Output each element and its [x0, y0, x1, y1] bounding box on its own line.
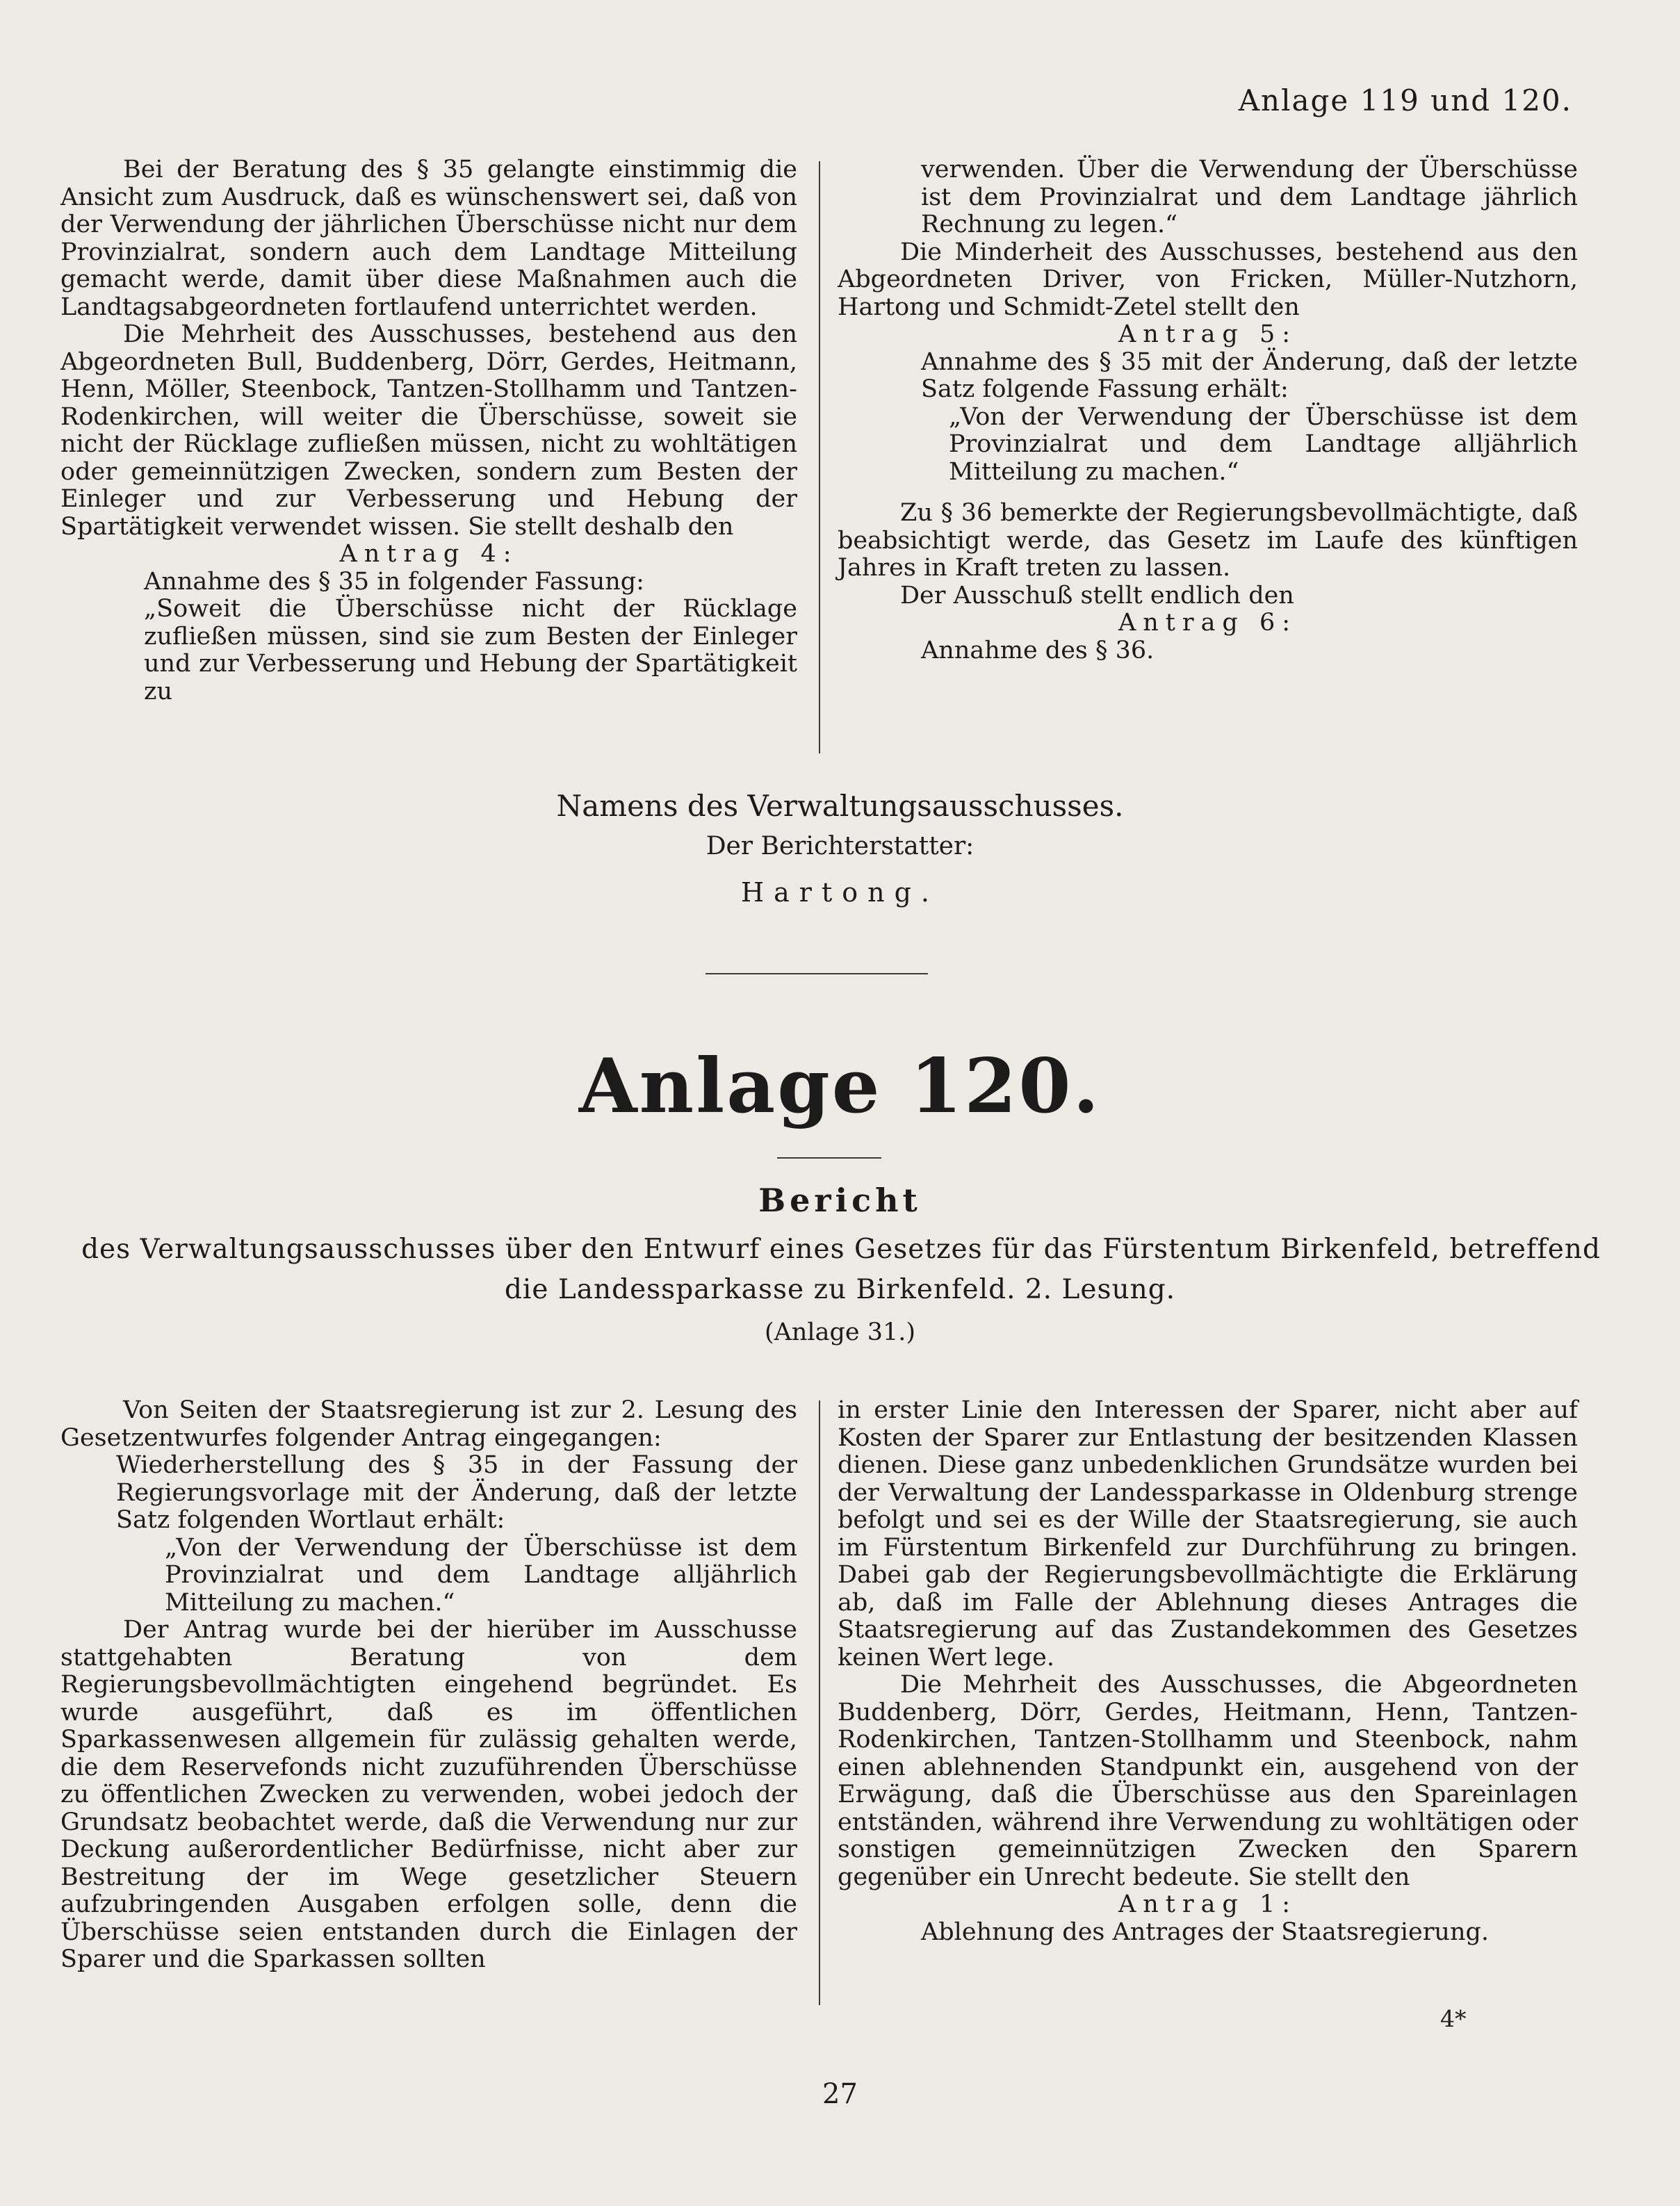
- report-description-line2: die Landessparkasse zu Birkenfeld. 2. Lesung.: [504, 1274, 1176, 1305]
- paragraph: Die Minderheit des Ausschusses, bestehend aus den Abgeordneten Driver, von Fricken, Müller-Nutzhorn, Hartong und Schmidt-Zetel stellt den: [838, 238, 1578, 321]
- antrag-heading: Antrag 4:: [339, 540, 519, 568]
- quote: „Von der Verwendung der Überschüsse ist dem Provinzialrat und dem Landtage alljährlich Mitteilung zu machen.“: [165, 1533, 797, 1617]
- antrag-text: Annahme des § 35 in folgender Fassung:: [144, 567, 644, 596]
- signature-namens: Namens des Verwaltungsausschusses.: [556, 789, 1124, 823]
- paragraph: Die Mehrheit des Ausschusses, bestehend aus den Abgeordneten Bull, Buddenberg, Dörr, Gerdes, Heitmann, Henn, Möller, Steenbock, Tantzen-Stollhamm und Tantzen-Rodenkirchen, will weiter die Überschüsse, soweit sie nicht der Rücklage zufließen müssen, nicht zu wohltätigen oder gemeinnützigen Zwecken, sondern zum Besten der Einleger und zur Verbesserung und Hebung der Spartätigkeit verwendet wissen. Sie stellt deshalb den: [60, 320, 797, 541]
- separator-rule: [706, 973, 928, 974]
- column-divider: [819, 161, 820, 753]
- paragraph: verwenden. Über die Verwendung der Überschüsse ist dem Provinzialrat und dem Landtage jährlich Rechnung zu legen.“: [921, 156, 1578, 238]
- bottom-left-column: [60, 1397, 797, 1974]
- antrag-heading: Antrag 1:: [1118, 1890, 1298, 1918]
- section-title: Anlage 120.: [578, 1043, 1102, 1130]
- antrag-heading: Antrag 6:: [1118, 609, 1298, 637]
- quote: „Soweit die Überschüsse nicht der Rücklage zufließen müssen, sind sie zum Besten der Einleger und zur Verbesserung und Hebung der Spartätigkeit zu: [144, 595, 797, 705]
- reference-note: (Anlage 31.): [764, 1318, 916, 1346]
- paragraph: Bei der Beratung des § 35 gelangte einstimmig die Ansicht zum Ausdruck, daß es wünschenswert sei, daß von der Verwendung der jährlichen Überschüsse nicht nur dem Provinzialrat, sondern auch dem Landtage Mitteilung gemacht werde, damit über diese Maßnahmen auch die Landtagsabgeordneten fortlaufend unterrichtet werden.: [60, 156, 797, 321]
- paragraph: Von Seiten der Staatsregierung ist zur 2. Lesung des Gesetzentwurfes folgender Antrag eingegangen:: [60, 1396, 797, 1452]
- antrag-text: Annahme des § 36.: [921, 636, 1155, 664]
- paragraph: Der Antrag wurde bei der hierüber im Ausschusse stattgehabten Beratung von dem Regierungsbevollmächtigten eingehend begründet. Es wurde ausgeführt, daß es im öffentlichen Sparkassenwesen allgemein für zulässig gehalten werde, die dem Reservefonds nicht zuzuführenden Überschüsse zu öffentlichen Zwecken zu verwenden, wobei jedoch der Grundsatz beobachtet werde, daß die Verwendung nur zur Deckung außerordentlicher Bedürfnisse, nicht aber zur Bestreitung der im Wege gesetzlicher Steuern aufzubringenden Ausgaben erfolgen solle, denn die Überschüsse seien entstanden durch die Einlagen der Sparer und die Sparkassen sollten: [60, 1616, 797, 1973]
- top-right-column: [838, 156, 1578, 664]
- bottom-right-column: [838, 1397, 1578, 1946]
- antrag-text: Ablehnung des Antrages der Staatsregierung.: [921, 1918, 1490, 1946]
- paragraph: Zu § 36 bemerkte der Regierungsbevollmächtigte, daß beabsichtigt werde, das Gesetz im Laufe des künftigen Jahres in Kraft treten zu lassen.: [838, 499, 1578, 582]
- signature-mark: 4*: [1440, 2005, 1467, 2032]
- report-description-line1: des Verwaltungsausschusses über den Entwurf eines Gesetzes für das Fürstentum Birkenfeld, betreffend: [81, 1234, 1601, 1265]
- title-rule: [777, 1157, 881, 1159]
- running-header: Anlage 119 und 120.: [1238, 83, 1572, 117]
- top-left-column: [60, 156, 797, 705]
- column-divider: [819, 1400, 820, 2005]
- quote: „Von der Verwendung der Überschüsse ist dem Provinzialrat und dem Landtage alljährlich Mitteilung zu machen.“: [949, 402, 1578, 486]
- paragraph: Wiederherstellung des § 35 in der Fassung der Regierungsvorlage mit der Änderung, daß der letzte Satz folgenden Wortlaut erhält:: [116, 1451, 797, 1534]
- signature-role: Der Berichterstatter:: [706, 832, 974, 860]
- antrag-text: Annahme des § 35 mit der Änderung, daß der letzte Satz folgende Fassung erhält:: [921, 348, 1578, 403]
- antrag-heading: Antrag 5:: [1118, 320, 1298, 348]
- signature-name: Hartong.: [741, 877, 939, 908]
- page-number: 27: [822, 2078, 858, 2110]
- paragraph: Der Ausschuß stellt endlich den: [900, 581, 1294, 610]
- paragraph: in erster Linie den Interessen der Sparer, nicht aber auf Kosten der Sparer zur Entlastung der besitzenden Klassen dienen. Diese ganz unbedenklichen Grundsätze wurden bei der Verwaltung der Landessparkasse in Oldenburg strenge befolgt und sei es der Wille der Staatsregierung, sie auch im Fürstentum Birkenfeld zur Durchführung zu bringen. Dabei gab der Regierungsbevollmächtigte die Erklärung ab, daß im Falle der Ablehnung dieses Antrages die Staatsregierung auf das Zustandekommen des Gesetzes keinen Wert lege.: [838, 1396, 1578, 1672]
- paragraph: Die Mehrheit des Ausschusses, die Abgeordneten Buddenberg, Dörr, Gerdes, Heitmann, Henn, Tantzen-Rodenkirchen, Tantzen-Stollhamm und Steenbock, nahm einen ablehnenden Standpunkt ein, ausgehend von der Erwägung, daß die Überschüsse aus den Spareinlagen entständen, während ihre Verwendung zu wohltätigen oder sonstigen gemeinnützigen Zwecken den Sparern gegenüber ein Unrecht bedeute. Sie stellt den: [838, 1671, 1578, 1891]
- report-subtitle: Bericht: [758, 1182, 922, 1219]
